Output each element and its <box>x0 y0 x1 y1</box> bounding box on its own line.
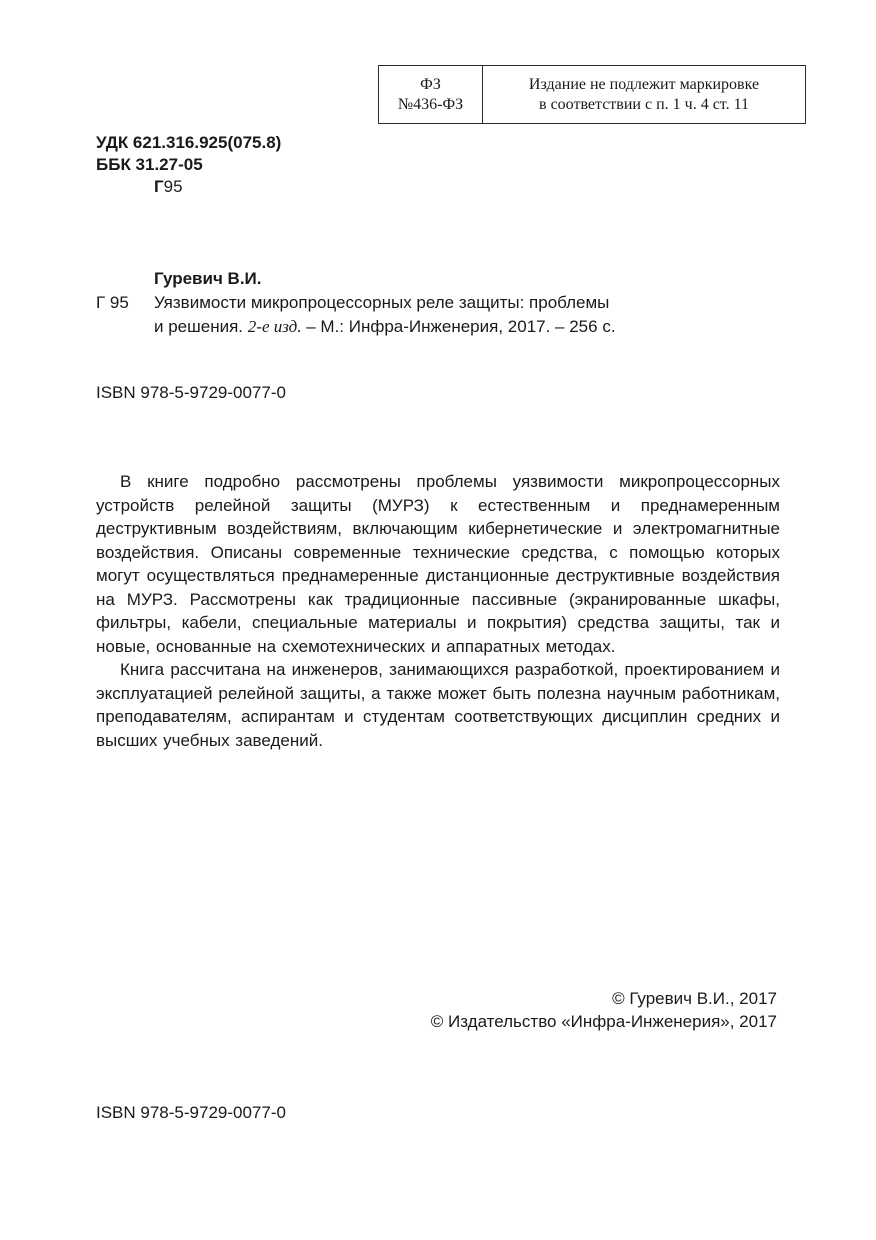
catalog-code: Г 95 <box>96 293 129 312</box>
abstract <box>96 470 780 752</box>
title-line-2-block <box>154 315 616 339</box>
law-reference-cell <box>379 66 483 123</box>
isbn-top: ISBN 978-5-9729-0077-0 <box>96 383 286 402</box>
edition: 2-е изд. <box>247 317 302 336</box>
author-name: Гуревич В.И. <box>154 269 262 288</box>
author-sign-letter: Г <box>154 177 164 196</box>
marking-notice-cell <box>483 66 805 123</box>
notice-line-1: Издание не подлежит маркировке <box>528 75 760 93</box>
imprint: – М.: Инфра-Инженерия, 2017. – 256 с. <box>306 317 616 336</box>
isbn-bottom: ISBN 978-5-9729-0077-0 <box>96 1103 286 1122</box>
title-line-2: и решения. <box>154 317 244 336</box>
copyright-block <box>431 987 777 1033</box>
classification-codes <box>96 132 281 198</box>
law-line-1: ФЗ <box>420 75 441 93</box>
author-sign <box>96 176 281 198</box>
bibliographic-record <box>96 267 796 339</box>
bbk-code: ББК 31.27-05 <box>96 155 203 174</box>
copyright-publisher: © Издательство «Инфра-Инженерия», 2017 <box>430 1012 777 1031</box>
age-rating-notice-box <box>378 65 806 124</box>
copyright-author: © Гуревич В.И., 2017 <box>612 989 777 1008</box>
abstract-paragraph-2: Книга рассчитана на инженеров, занимающихся разработкой, проектированием и эксплуатацией релейной защиты, а также может быть полезна научным работникам, преподавателям, аспирантам и студентам соответствующих дисциплин средних и высших учебных заведений. <box>96 660 780 750</box>
title-line-1: Уязвимости микропроцессорных реле защиты: проблемы <box>154 293 610 312</box>
author-sign-number: 95 <box>163 177 183 196</box>
abstract-paragraph-1: В книге подробно рассмотрены проблемы уязвимости микропроцессорных устройств релейной защиты (МУРЗ) к естественным и преднамеренным деструктивным воздействиям, включающим кибернетические и электромагнитные воздействия. Описаны современные технические средства, с помощью которых могут осуществляться преднамеренные дистанционные деструктивные воздействия на МУРЗ. Рассмотрены как традиционные пассивные (экранированные шкафы, фильтры, кабели, специальные материалы и покрытия) средства защиты, так и новые, основанные на схемотехнических и аппаратных методах. <box>96 472 780 656</box>
notice-line-2: в соответствии с п. 1 ч. 4 ст. 11 <box>539 95 749 113</box>
law-line-2: №436-ФЗ <box>397 95 464 113</box>
udk-code: УДК 621.316.925(075.8) <box>96 133 282 152</box>
